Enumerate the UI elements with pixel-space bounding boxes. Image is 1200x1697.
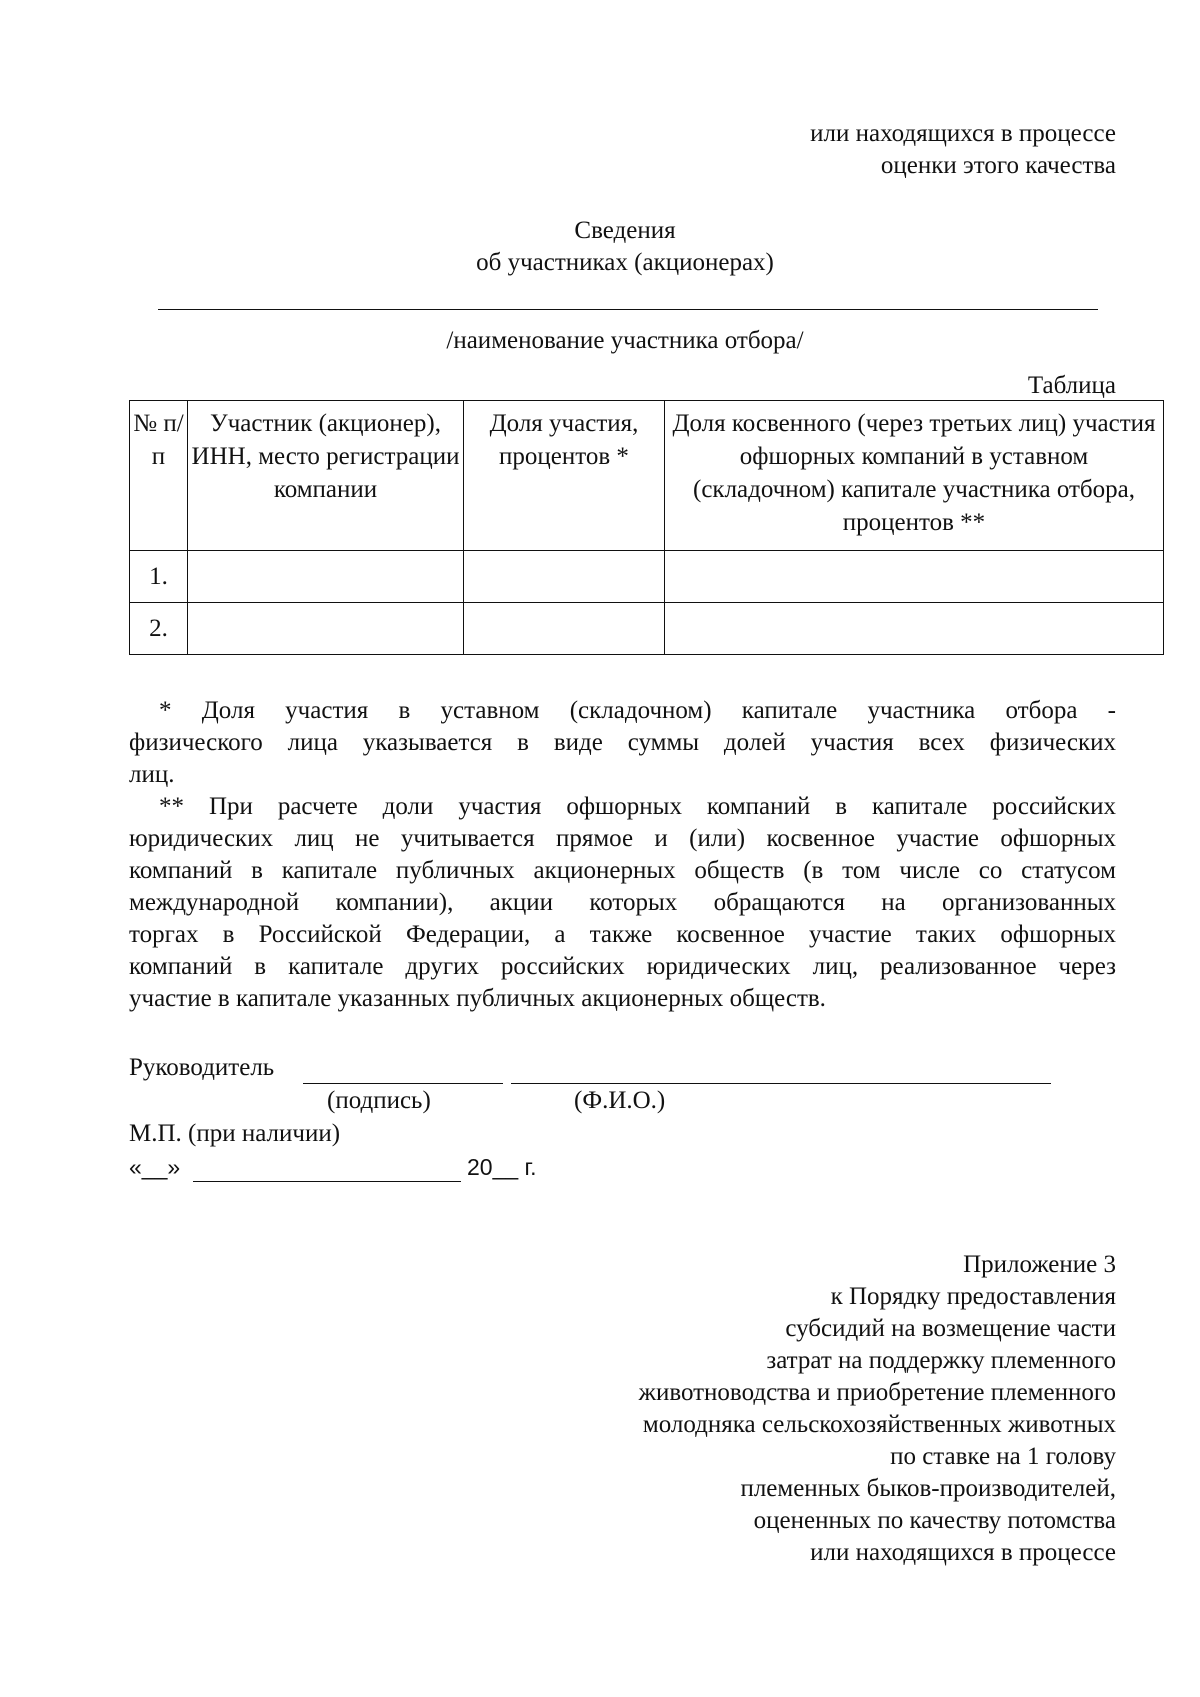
head-label: Руководитель <box>129 1054 275 1081</box>
appendix-line: племенных быков-производителей, <box>740 1475 1116 1502</box>
title-line-1: Сведения <box>574 217 676 244</box>
footnotes <box>129 695 1116 1015</box>
title-line-2: об участниках (акционерах) <box>476 249 774 276</box>
document-title <box>0 215 1200 279</box>
appendix-header <box>639 1249 1116 1569</box>
signature-caption: (подпись) <box>327 1087 431 1114</box>
header-offshore-share: Доля косвенного (через третьих лиц) участия офшорных компаний в уставном (складочном) капитале участника отбора, процентов ** <box>665 401 1164 551</box>
header-continuation <box>810 118 1116 182</box>
date-year: 20__ г. <box>467 1154 537 1180</box>
note-1-line: лиц. <box>129 761 175 788</box>
appendix-line: молодняка сельскохозяйственных животных <box>642 1411 1116 1438</box>
participant-cell[interactable] <box>188 551 464 603</box>
date-month-line[interactable] <box>193 1181 461 1182</box>
stamp-label: М.П. (при наличии) <box>129 1120 341 1147</box>
appendix-line: субсидий на возмещение части <box>785 1315 1116 1342</box>
participant-name-line <box>158 309 1098 310</box>
note-2-line: участие в капитале указанных публичных акционерных обществ. <box>129 985 826 1012</box>
participants-table <box>129 400 1164 655</box>
row-number: 1. <box>130 551 188 603</box>
table-label: Таблица <box>1027 372 1116 399</box>
offshore-share-cell[interactable] <box>665 551 1164 603</box>
note-2-line: международной компании), акции которых обращаются на организованных <box>129 889 1116 916</box>
participant-name-caption: /наименование участника отбора/ <box>446 327 804 354</box>
date-day: «__» <box>129 1154 181 1180</box>
full-name-caption: (Ф.И.О.) <box>574 1087 666 1114</box>
share-cell[interactable] <box>464 551 665 603</box>
note-2-line: ** При расчете доли участия офшорных компаний в капитале российских <box>159 793 1116 820</box>
row-number: 2. <box>130 603 188 655</box>
appendix-line: Приложение 3 <box>963 1251 1116 1278</box>
note-2-line: компаний в капитале других российских юридических лиц, реализованное через <box>129 953 1116 980</box>
note-2-line: юридических лиц не учитывается прямое и (или) косвенное участие офшорных <box>129 825 1116 852</box>
participant-cell[interactable] <box>188 603 464 655</box>
signature-line[interactable] <box>303 1083 503 1084</box>
header-line: оценки этого качества <box>880 152 1116 179</box>
table-header-row <box>130 401 1164 551</box>
appendix-line: животноводства и приобретение племенного <box>638 1379 1116 1406</box>
full-name-line[interactable] <box>511 1083 1051 1084</box>
appendix-line: к Порядку предоставления <box>830 1283 1116 1310</box>
note-2-line: торгах в Российской Федерации, а также косвенное участие таких офшорных <box>129 921 1116 948</box>
header-number: № п/п <box>130 401 188 551</box>
note-2-line: компаний в капитале публичных акционерных обществ (в том числе со статусом <box>129 857 1116 884</box>
appendix-line: по ставке на 1 голову <box>890 1443 1116 1470</box>
table-row <box>130 551 1164 603</box>
note-1-line: физического лица указывается в виде суммы долей участия всех физических <box>129 729 1116 756</box>
appendix-line: оцененных по качеству потомства <box>753 1507 1116 1534</box>
header-line: или находящихся в процессе <box>810 120 1116 147</box>
header-share: Доля участия, процентов * <box>464 401 665 551</box>
header-participant: Участник (акционер), ИНН, место регистрации компании <box>188 401 464 551</box>
appendix-line: или находящихся в процессе <box>810 1539 1116 1566</box>
offshore-share-cell[interactable] <box>665 603 1164 655</box>
note-1-line: * Доля участия в уставном (складочном) капитале участника отбора - <box>159 697 1116 724</box>
table-row <box>130 603 1164 655</box>
share-cell[interactable] <box>464 603 665 655</box>
appendix-line: затрат на поддержку племенного <box>766 1347 1116 1374</box>
